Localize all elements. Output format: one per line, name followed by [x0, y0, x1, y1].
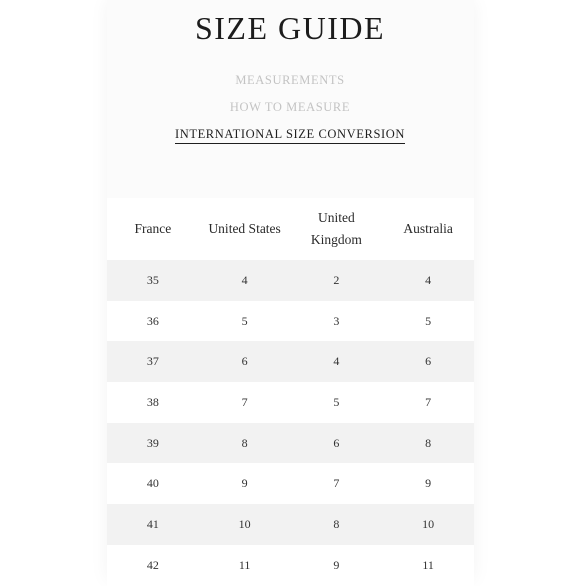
- cell-united-kingdom: 8: [291, 504, 383, 545]
- cell-australia: 8: [382, 423, 474, 464]
- cell-united-states: 5: [199, 301, 291, 342]
- cell-united-states: 9: [199, 463, 291, 504]
- cell-australia: 10: [382, 504, 474, 545]
- table-row: [107, 382, 474, 423]
- column-header-australia: Australia: [382, 198, 474, 260]
- column-header-united-kingdom-line2: Kingdom: [310, 232, 362, 247]
- cell-united-states: 6: [199, 341, 291, 382]
- size-conversion-table: [107, 198, 474, 586]
- table-row: [107, 301, 474, 342]
- cell-united-kingdom: 6: [291, 423, 383, 464]
- cell-united-kingdom: 2: [291, 260, 383, 301]
- cell-united-kingdom: 5: [291, 382, 383, 423]
- table-header-row: [107, 198, 474, 260]
- cell-france: 41: [107, 504, 199, 545]
- table-row: [107, 341, 474, 382]
- tab-measurements-label: MEASUREMENTS: [235, 73, 345, 87]
- cell-australia: 5: [382, 301, 474, 342]
- cell-france: 38: [107, 382, 199, 423]
- table-row: [107, 260, 474, 301]
- cell-france: 42: [107, 545, 199, 586]
- cell-australia: 4: [382, 260, 474, 301]
- cell-united-states: 7: [199, 382, 291, 423]
- tab-how-to-measure-label: HOW TO MEASURE: [229, 100, 351, 114]
- cell-united-states: 4: [199, 260, 291, 301]
- column-header-united-kingdom-line1: United: [318, 210, 355, 225]
- cell-france: 39: [107, 423, 199, 464]
- cell-united-states: 10: [199, 504, 291, 545]
- cell-united-kingdom: 7: [291, 463, 383, 504]
- column-header-united-kingdom: [291, 198, 383, 260]
- cell-united-kingdom: 3: [291, 301, 383, 342]
- cell-australia: 6: [382, 341, 474, 382]
- cell-australia: 11: [382, 545, 474, 586]
- cell-australia: 9: [382, 463, 474, 504]
- cell-france: 40: [107, 463, 199, 504]
- cell-united-states: 8: [199, 423, 291, 464]
- cell-france: 36: [107, 301, 199, 342]
- tab-measurements[interactable]: [0, 73, 580, 88]
- table-row: [107, 463, 474, 504]
- cell-united-states: 11: [199, 545, 291, 586]
- cell-france: 37: [107, 341, 199, 382]
- table-row: [107, 504, 474, 545]
- tab-international-size-conversion[interactable]: [0, 127, 580, 142]
- table-row: [107, 423, 474, 464]
- column-header-united-states: United States: [199, 198, 291, 260]
- cell-united-kingdom: 4: [291, 341, 383, 382]
- page-title: SIZE GUIDE: [194, 10, 386, 46]
- cell-australia: 7: [382, 382, 474, 423]
- cell-france: 35: [107, 260, 199, 301]
- tab-how-to-measure[interactable]: [0, 100, 580, 115]
- column-header-france: France: [107, 198, 199, 260]
- table-row: [107, 545, 474, 586]
- tab-international-size-conversion-label: INTERNATIONAL SIZE CONVERSION: [175, 127, 405, 144]
- cell-united-kingdom: 9: [291, 545, 383, 586]
